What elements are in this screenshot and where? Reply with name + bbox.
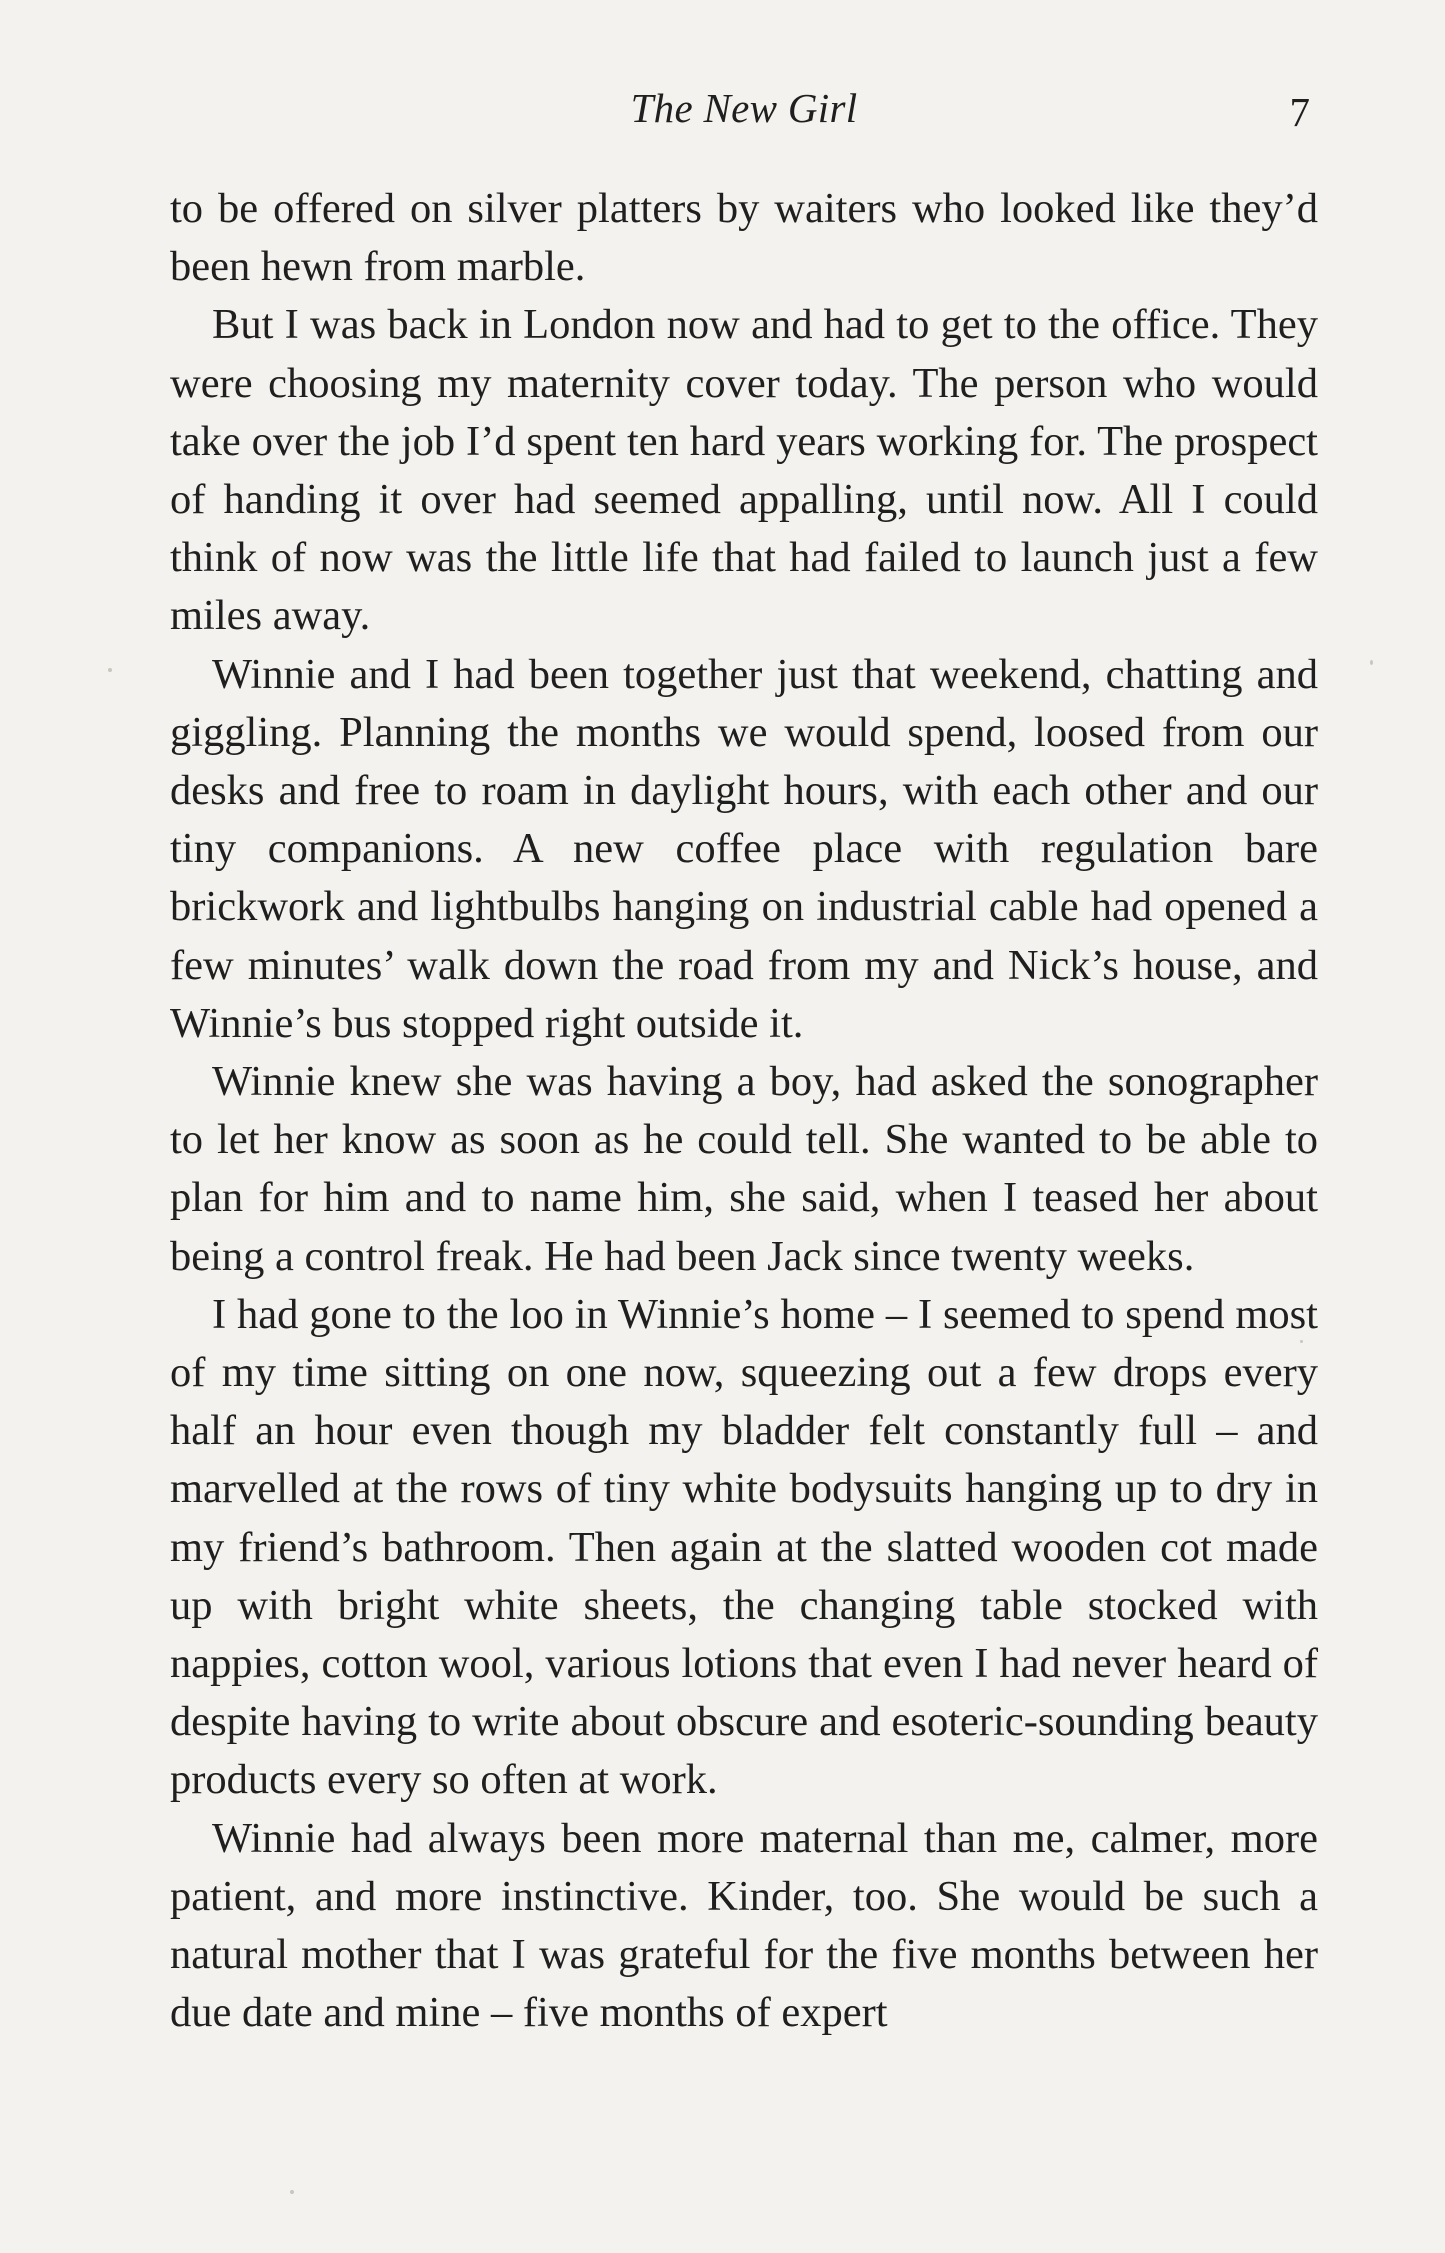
paragraph: Winnie knew she was having a boy, had asked the sonographer to let her know as soon as he could tell. She wanted to be able to plan for him and to name him, she said, when I teased her about being a control freak. He had been Jack since twenty weeks. (170, 1058, 1318, 1280)
page-number: 7 (1289, 89, 1310, 135)
paper-speck (1300, 1340, 1303, 1343)
paper-speck (290, 2190, 294, 2194)
paragraph: Winnie had always been more maternal than me, calmer, more patient, and more instinctive. Kinder, too. She would be such a natural mother that I was grateful for the five months between her due date and mine – five months of expert (170, 1814, 1318, 2037)
running-title: The New Girl (630, 85, 858, 131)
paper-speck (1370, 660, 1373, 665)
paragraph: Winnie and I had been together just that weekend, chatting and giggling. Planning the months we would spend, loosed from our desks and free to roam in daylight hours, with each other and our tiny companions. A new coffee place with regulation bare brickwork and lightbulbs hanging on industrial cable had opened a few minutes’ walk down the road from my and Nick’s house, and Winnie’s bus stopped right outside it. (170, 650, 1318, 1047)
running-head (170, 78, 1318, 138)
paragraph: to be offered on silver platters by waiters who looked like they’d been hewn from marble. (170, 185, 1318, 291)
paragraph: I had gone to the loo in Winnie’s home – I seemed to spend most of my time sitting on one now, squeezing out a few drops every half an hour even though my bladder felt constantly full – and marvelled at the rows of tiny white bodysuits hanging up to dry in my friend’s bathroom. Then again at the slatted wooden cot made up with bright white sheets, the changing table stocked with nappies, cotton wool, various lotions that even I had never heard of despite having to write about obscure and esoteric-sounding beauty products every so often at work. (170, 1290, 1318, 1804)
paragraph: But I was back in London now and had to get to the office. They were choosing my maternity cover today. The person who would take over the job I’d spent ten hard years working for. The prospect of handing it over had seemed appalling, until now. All I could think of now was the little life that had failed to launch just a few miles away. (170, 301, 1318, 640)
paper-speck (108, 668, 112, 672)
body-text (170, 180, 1318, 2043)
